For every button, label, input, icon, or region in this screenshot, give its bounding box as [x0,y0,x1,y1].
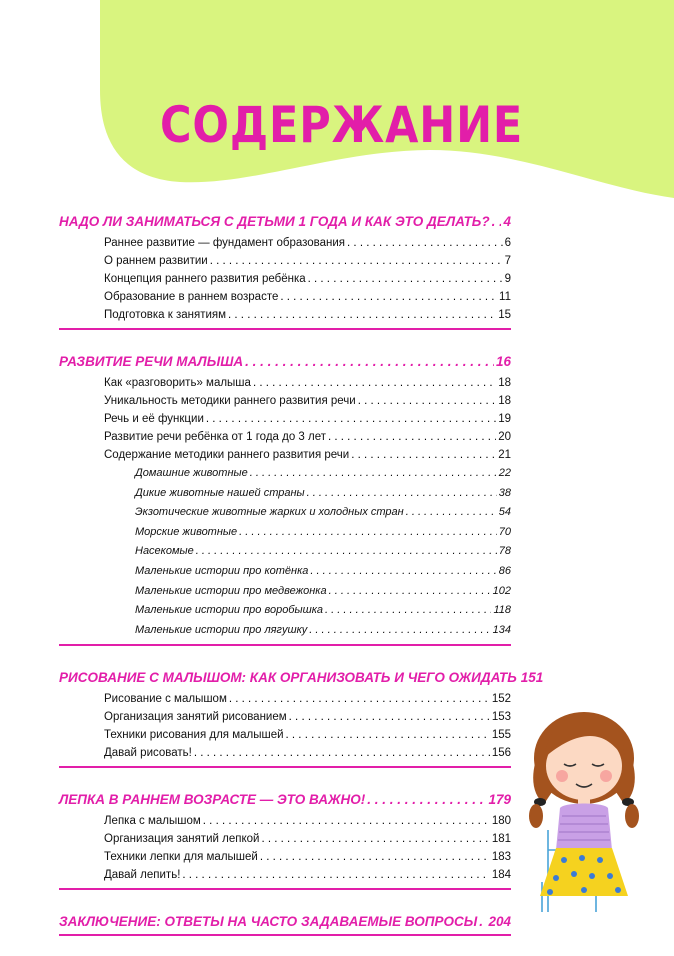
toc-item-label: Подготовка к занятиям [104,309,227,321]
toc-item-label: Образование в раннем возрасте [104,291,279,303]
toc-subitem-page: 78 [498,545,511,558]
toc-item[interactable] [59,830,511,848]
toc-item[interactable] [59,234,511,252]
dot-leader [351,446,496,464]
toc-item-label: Техники лепки для малышей [104,851,258,864]
girl-cheek [600,770,612,782]
table-of-contents [59,210,544,956]
dot-leader [196,542,497,562]
toc-heading-label: ЛЕПКА В РАННЕМ ВОЗРАСТЕ — ЭТО ВАЖНО! [59,792,366,808]
toc-item[interactable] [59,270,511,288]
toc-item-label: Содержание методики раннего развития речи [104,449,350,461]
toc-item-label: Как «разговорить» малыша [104,377,251,389]
toc-subitem-label: Дикие животные нашей страны [135,486,305,499]
toc-item[interactable] [59,812,511,830]
toc-subitem-page: 102 [492,584,511,597]
dot-leader [250,464,497,484]
toc-item-page: 183 [491,851,511,864]
dot-leader [307,484,497,504]
toc-item[interactable] [59,410,511,428]
toc-heading-page: 204 [488,914,511,930]
toc-subitem-label: Домашние животные [135,467,248,479]
dot-leader [228,306,496,324]
toc-subitem-page: 54 [498,506,511,519]
toc-subitem[interactable] [59,562,511,582]
toc-item-page: 152 [491,693,511,706]
toc-item[interactable] [59,446,511,464]
toc-item-label: Лепка с малышом [104,815,201,828]
toc-item[interactable] [59,866,511,884]
toc-subitem-page: 22 [498,467,511,479]
dot-leader [289,708,490,726]
toc-heading-label: РИСОВАНИЕ С МАЛЫШОМ: КАК ОРГАНИЗОВАТЬ И ЧЕГО ОЖИДАТЬ [59,670,517,686]
toc-subitem-label: Морские животные [135,525,238,538]
toc-subitem[interactable] [59,601,511,621]
toc-item-page: 9 [504,273,511,285]
toc-subitem-label: Маленькие истории про воробышка [135,604,324,617]
toc-item-label: Речь и её функции [104,413,204,425]
toc-item-page: 11 [499,291,511,303]
dot-leader [479,910,486,934]
toc-subitem-page: 118 [493,604,511,617]
toc-item-label: Уникальность методики раннего развития речи [104,395,356,407]
toc-subitem[interactable] [59,582,511,602]
toc-subitem[interactable] [59,503,511,523]
toc-item-label: Раннее развитие — фундамент образования [104,237,346,249]
toc-section [59,350,511,646]
dot-leader [325,601,491,621]
toc-subitem-label: Маленькие истории про медвежонка [135,584,327,597]
toc-heading-page: 151 [520,670,544,686]
toc-subitem-page: 134 [492,623,511,636]
toc-heading-label: РАЗВИТИЕ РЕЧИ МАЛЫША [59,354,244,369]
toc-item[interactable] [59,374,511,392]
toc-item-page: 153 [491,711,511,724]
toc-subitem-page: 86 [498,564,511,577]
toc-item[interactable] [59,690,511,708]
toc-heading-page: 16 [495,354,511,369]
dot-leader [203,812,490,830]
toc-item-label: Развитие речи ребёнка от 1 года до 3 лет [104,431,326,443]
toc-heading-page: 4 [503,214,511,229]
toc-item-label: Давай лепить! [104,869,181,882]
toc-heading[interactable] [59,666,544,690]
dot-leader [245,350,494,374]
toc-item-page: 184 [491,869,511,882]
dot-leader [406,503,497,523]
dot-leader [309,621,490,641]
toc-item-label: Организация занятий лепкой [104,833,260,846]
toc-subitem[interactable] [59,523,511,543]
toc-item[interactable] [59,708,511,726]
toc-section [59,910,511,936]
girl-illustration [520,700,670,912]
toc-section [59,788,511,890]
toc-item-page: 7 [504,255,511,267]
dot-leader [229,690,490,708]
toc-item-label: Техники рисования для малышей [104,729,284,742]
toc-item-page: 20 [498,431,511,443]
dot-leader [210,252,503,270]
toc-item-label: О раннем развитии [104,255,208,267]
girl-cheek [556,770,568,782]
girl-sweater [556,804,612,851]
toc-subitem[interactable] [59,484,511,504]
dot-leader [239,523,497,543]
dot-leader [182,866,489,884]
toc-item-label: Давай рисовать! [104,747,192,760]
toc-subitem-page: 70 [498,525,511,538]
dot-leader [261,830,489,848]
toc-item-page: 18 [498,395,511,407]
toc-subitem[interactable] [59,621,511,641]
dot-leader [260,848,490,866]
toc-subitem-label: Насекомые [135,545,194,558]
toc-subitem-label: Маленькие истории про котёнка [135,564,309,577]
toc-subitem[interactable] [59,464,511,484]
toc-item[interactable] [59,392,511,410]
toc-item-page: 6 [504,237,511,249]
toc-section [59,666,544,768]
dot-leader [308,270,503,288]
toc-item[interactable] [59,306,511,324]
toc-subitem-label: Экзотические животные жарких и холодных стран [135,506,404,519]
toc-item[interactable] [59,744,511,762]
toc-item-page: 181 [491,833,511,846]
toc-item[interactable] [59,252,511,270]
toc-subitem[interactable] [59,542,511,562]
toc-item[interactable] [59,428,511,446]
dot-leader [358,392,496,410]
toc-subitem-label: Маленькие истории про лягушку [135,623,308,636]
toc-item-page: 155 [491,729,511,742]
toc-item-label: Организация занятий рисованием [104,711,287,724]
toc-heading-page: 179 [488,792,511,808]
toc-item-label: Концепция раннего развития ребёнка [104,273,306,285]
dot-leader [194,744,490,762]
toc-heading[interactable] [59,210,511,234]
page-title: СОДЕРЖАНИЕ [160,96,524,154]
dot-leader [367,788,486,812]
dot-leader [286,726,490,744]
toc-heading[interactable] [59,788,511,812]
dot-leader [253,374,496,392]
toc-heading[interactable] [59,350,511,374]
toc-subitem-page: 38 [498,486,511,499]
dot-leader [492,210,502,234]
dot-leader [310,562,496,582]
dot-leader [328,428,496,446]
toc-item[interactable] [59,848,511,866]
dot-leader [206,410,496,428]
toc-heading[interactable] [59,910,511,934]
toc-item[interactable] [59,288,511,306]
toc-heading-label: НАДО ЛИ ЗАНИМАТЬСЯ С ДЕТЬМИ 1 ГОДА И КАК ЭТО ДЕЛАТЬ? [59,214,490,229]
dot-leader [280,288,497,306]
dot-leader [329,582,491,602]
toc-item-label: Рисование с малышом [104,693,227,706]
toc-item-page: 156 [491,747,511,760]
toc-item-page: 15 [498,309,511,321]
toc-section [59,210,511,330]
toc-item-page: 180 [491,815,511,828]
toc-item-page: 18 [498,377,511,389]
toc-item[interactable] [59,726,511,744]
toc-item-page: 21 [498,449,511,461]
toc-item-page: 19 [498,413,511,425]
dot-leader [347,234,503,252]
toc-heading-label: ЗАКЛЮЧЕНИЕ: ОТВЕТЫ НА ЧАСТО ЗАДАВАЕМЫЕ ВОПРОСЫ [59,914,478,930]
